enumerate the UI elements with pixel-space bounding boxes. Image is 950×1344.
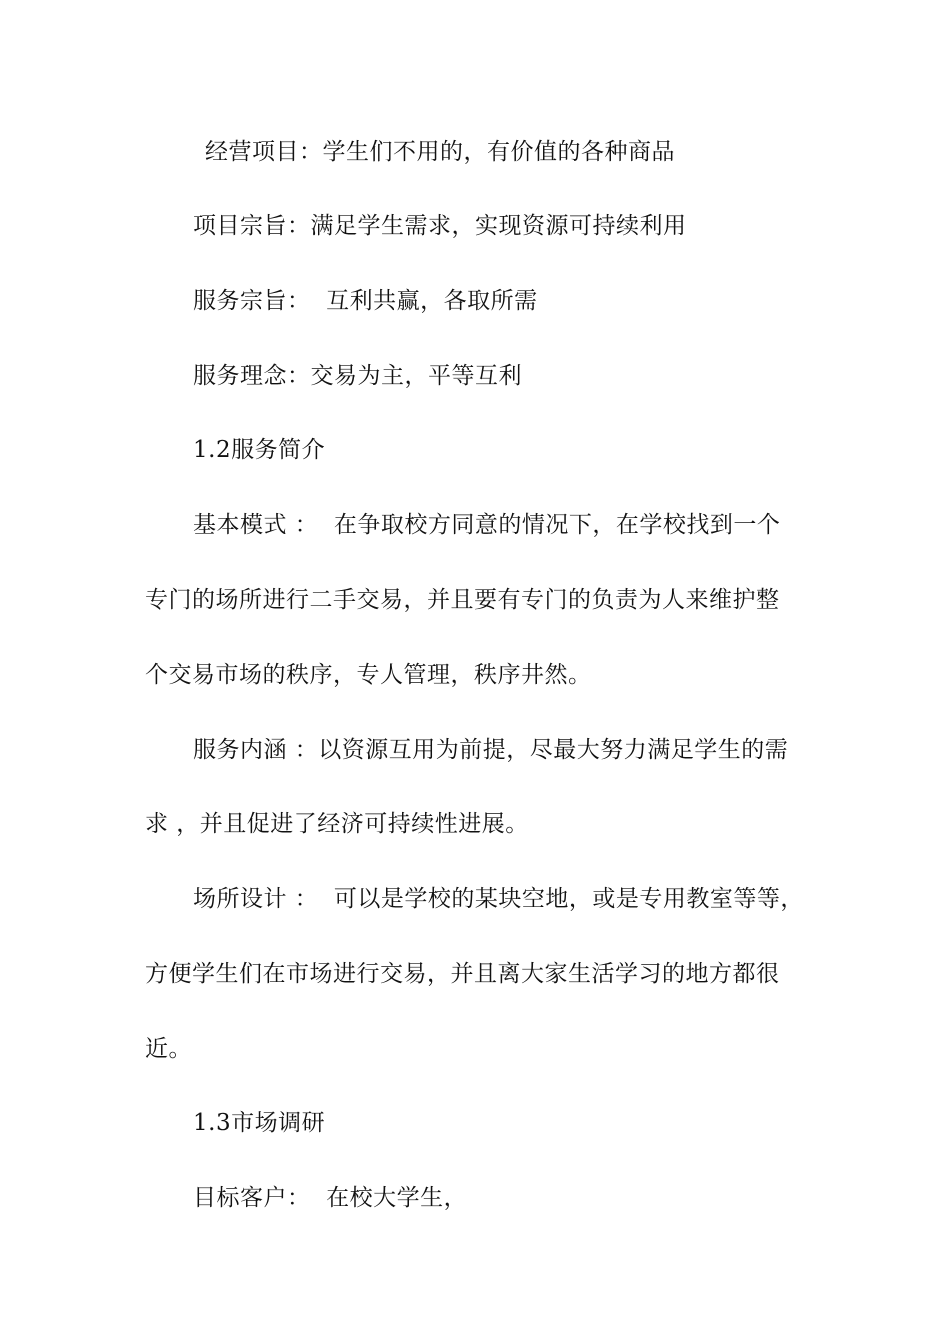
venue-design-line: 场所设计 ： 可以是学校的某块空地，或是专用教室等等， xyxy=(193,886,804,912)
service-concept-line: 服务理念：交易为主，平等互利 xyxy=(193,363,522,389)
basic-mode-line: 基本模式 ： 在争取校方同意的情况下，在学校找到一个 xyxy=(193,512,781,538)
service-purpose-line: 服务宗旨： 互利共赢，各取所需 xyxy=(193,288,538,314)
basic-mode-line-2: 专门的场所进行二手交易，并且要有专门的负责为人来维护整 xyxy=(145,587,780,613)
section-heading-service-intro: 1.2服务简介 xyxy=(193,437,326,463)
basic-mode-line-3: 个交易市场的秩序，专人管理，秩序井然。 xyxy=(145,662,592,688)
business-scope-line: 经营项目：学生们不用的，有价值的各种商品 xyxy=(205,139,675,165)
project-purpose-line: 项目宗旨：满足学生需求，实现资源可持续利用 xyxy=(193,213,687,239)
target-customer-line: 目标客户： 在校大学生， xyxy=(193,1185,468,1211)
venue-design-line-2: 方便学生们在市场进行交易，并且离大家生活学习的地方都很 xyxy=(145,961,780,987)
venue-design-line-3: 近。 xyxy=(145,1036,192,1062)
service-connotation-line-2: 求 ，并且促进了经济可持续性进展。 xyxy=(145,811,529,837)
service-connotation-line: 服务内涵 ：以资源互用为前提，尽最大努力满足学生的需 xyxy=(193,737,789,763)
section-heading-market-research: 1.3市场调研 xyxy=(193,1110,326,1136)
